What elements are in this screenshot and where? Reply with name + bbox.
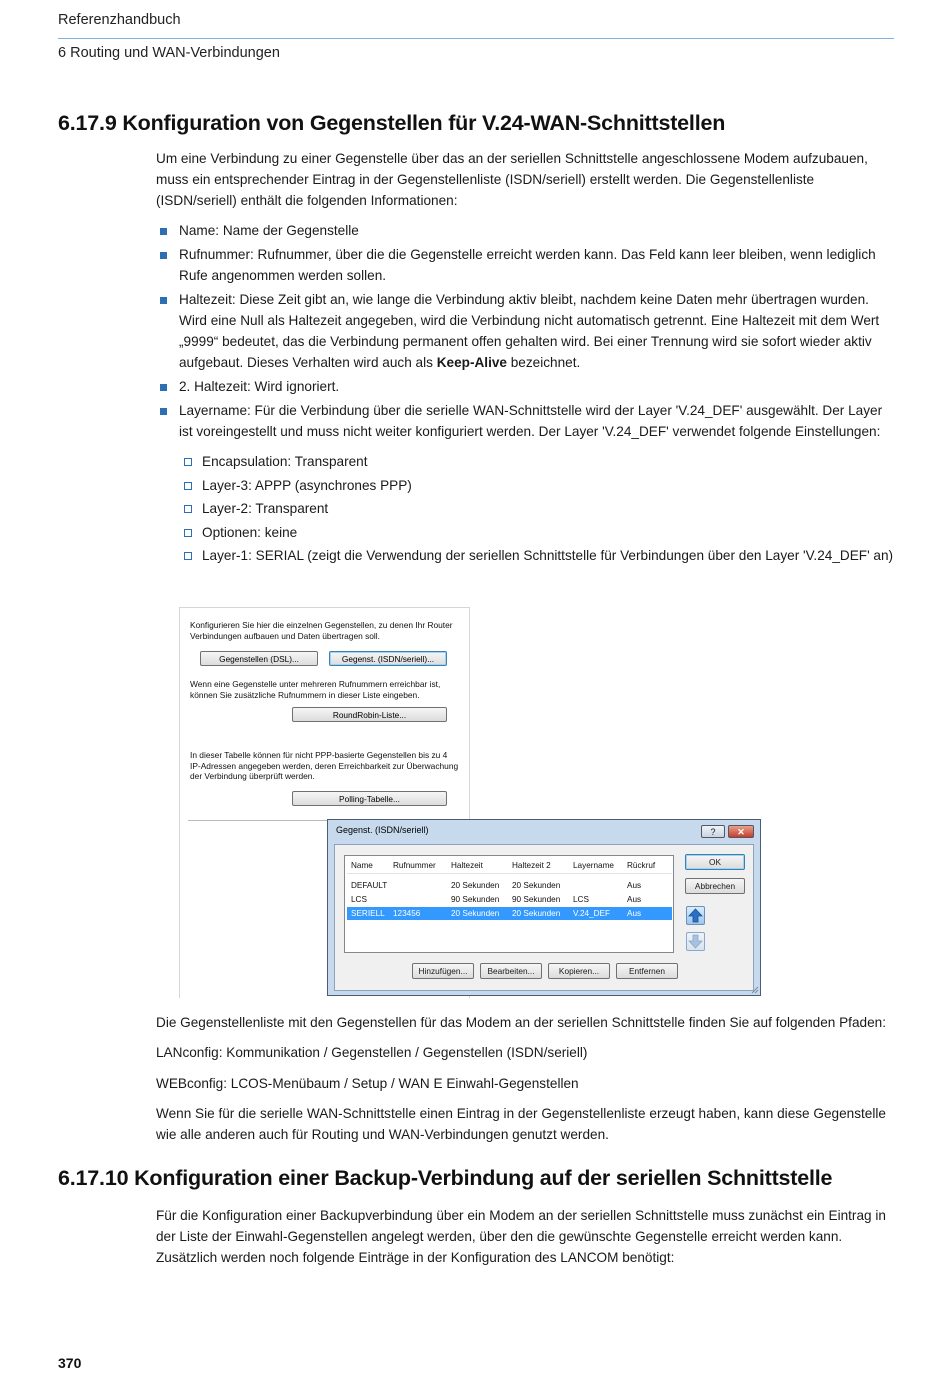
ok-button[interactable]: OK [685,854,745,870]
dialog-body [334,844,754,991]
paths-intro-paragraph: Die Gegenstellenliste mit den Gegenstellen für das Modem an der seriellen Schnittstelle finden Sie auf folgenden Pfaden: [156,1015,886,1030]
panel-description-1: Konfigurieren Sie hier die einzelnen Gegenstellen, zu denen Ihr Router Verbindungen aufbauen und Daten übertragen soll. [190,620,453,641]
add-button[interactable]: Hinzufügen... [412,963,474,979]
resize-grip-icon[interactable] [751,986,759,994]
chapter-title: 6 Routing und WAN-Verbindungen [58,45,280,61]
sub-list-item [183,498,895,519]
list-item [156,289,896,373]
hollow-square-bullet-icon [184,529,192,537]
list-item [156,400,896,442]
square-bullet-icon [160,297,167,304]
info-bullet-list [156,220,896,445]
panel-description-3: In dieser Tabelle können für nicht PPP-basierte Gegenstellen bis zu 4 IP-Adressen angegeben werden, deren Erreichbarkeit zur Überwachung der Verbindung überprüft werden. [190,750,459,782]
remove-button[interactable]: Entfernen [616,963,678,979]
cell-holdtime2: 20 Sekunden [512,881,561,890]
cell-name: LCS [351,895,367,904]
list-item-text: 2. Haltezeit: Wird ignoriert. [179,379,340,394]
square-bullet-icon [160,408,167,415]
hollow-square-bullet-icon [184,505,192,513]
hollow-square-bullet-icon [184,552,192,560]
cell-callback: Aus [627,895,642,904]
cell-layer: V.24_DEF [573,909,611,918]
remote-sites-table [344,855,674,953]
list-item-text-tail: bezeichnet. [506,355,581,370]
dialog-title: Gegenst. (ISDN/seriell) [336,825,429,835]
square-bullet-icon [160,384,167,391]
webconfig-path: WEBconfig: LCOS-Menübaum / Setup / WAN E Einwahl-Gegenstellen [156,1076,579,1091]
cancel-button[interactable]: Abbrechen [685,878,745,894]
sub-list-item [183,475,895,496]
remote-sites-isdn-button[interactable]: Gegenst. (ISDN/seriell)... [329,651,447,666]
column-header-layer[interactable]: Layername [573,861,614,870]
cell-holdtime2: 20 Sekunden [512,909,561,918]
square-bullet-icon [160,252,167,259]
table-header [347,858,672,874]
lanconfig-path: LANconfig: Kommunikation / Gegenstellen / Gegenstellen (ISDN/seriell) [156,1045,588,1060]
cell-holdtime: 90 Sekunden [451,895,500,904]
square-bullet-icon [160,228,167,235]
sub-list-item-text: Optionen: keine [202,524,298,540]
table-row[interactable] [347,893,672,906]
polling-table-button[interactable]: Polling-Tabelle... [292,791,447,806]
sub-list-item-text: Layer-1: SERIAL (zeigt die Verwendung der seriellen Schnittstelle für Verbindungen über den Layer 'V.24_DEF' an) [202,548,894,563]
table-row-selected[interactable] [347,907,672,920]
sub-list-item [183,451,895,472]
list-item-text: Layername: Für die Verbindung über die serielle WAN-Schnittstelle wird der Layer 'V.24_DEF' ausgewählt. Der Layer ist voreingestellt und muss nicht weiter konfiguriert werden. Der Layer 'V.24_DEF' verwendet folgende Einstellungen: [179,403,883,439]
cell-holdtime2: 90 Sekunden [512,895,561,904]
column-header-phone[interactable]: Rufnummer [393,861,436,870]
hollow-square-bullet-icon [184,458,192,466]
sub-list-item [183,545,895,566]
close-button[interactable]: ✕ [728,825,754,838]
cell-holdtime: 20 Sekunden [451,881,500,890]
sub-list-item-text: Layer-2: Transparent [202,501,329,516]
column-header-holdtime[interactable]: Haltezeit [451,861,483,870]
sub-list-item [183,522,895,543]
cell-layer: LCS [573,895,589,904]
list-item-text: Name: Name der Gegenstelle [179,223,359,238]
sub-list-item-text: Layer-3: APPP (asynchrones PPP) [202,477,412,493]
move-up-button[interactable] [686,906,705,925]
intro-paragraph: Um eine Verbindung zu einer Gegenstelle über das an der seriellen Schnittstelle angeschlossene Modem aufzubauen, muss ein entsprechender Eintrag in der Gegenstellenliste (ISDN/seriell) erstellt werden. Die Gegenstellenliste (ISDN/seriell) enthält die folgenden Informationen: [156,151,868,208]
roundrobin-list-button[interactable]: RoundRobin-Liste... [292,707,447,722]
remote-sites-dsl-button[interactable]: Gegenstellen (DSL)... [200,651,318,666]
cell-holdtime: 20 Sekunden [451,909,500,918]
help-button[interactable]: ? [701,825,725,838]
backup-paragraph: Für die Konfiguration einer Backupverbindung über ein Modem an der seriellen Schnittstelle muss zunächst ein Eintrag in der Liste der Einwahl-Gegenstellen angelegt werden, über den die gewünschte Gegenstelle erreicht werden kann. Zusätzlich werden noch folgende Einträge in der Konfiguration des LANCOM benötigt: [156,1208,886,1265]
cell-name: SERIELL [351,909,385,918]
section-heading: 6.17.9 Konfiguration von Gegenstellen für V.24-WAN-Schnittstellen [58,111,726,135]
section-heading: 6.17.10 Konfiguration einer Backup-Verbindung auf der seriellen Schnittstelle [58,1166,833,1190]
list-item [156,376,896,397]
cell-phone: 123456 [393,909,421,918]
cell-callback: Aus [627,909,642,918]
list-item [156,244,896,286]
arrow-down-icon [687,933,704,950]
list-item-text: Haltezeit: Diese Zeit gibt an, wie lange die Verbindung aktiv bleibt, nachdem keine Daten mehr übertragen wurden. Wird eine Null als Haltezeit angegeben, wird die Verbindung nicht automatisch getrennt. Eine Haltezeit mit dem Wert „9999“ bedeutet, das die Verbindung permanent offen gehalten wird. Bei einer Trennung wird sie sofort wieder aktiv aufgebaut. Dieses Verhalten wird auch als [179,292,880,370]
column-header-callback[interactable]: Rückruf [627,861,656,870]
document-title: Referenzhandbuch [58,12,181,28]
page-number: 370 [58,1355,82,1371]
keepalive-term: Keep-Alive [436,355,507,370]
table-row[interactable] [347,879,672,892]
copy-button[interactable]: Kopieren... [548,963,610,979]
remote-sites-dialog [327,819,761,996]
panel-divider [188,820,330,821]
arrow-up-icon [687,907,704,924]
panel-description-2: Wenn eine Gegenstelle unter mehreren Rufnummern erreichbar ist, können Sie zusätzliche Rufnummern in dieser Liste eingeben. [190,679,441,700]
usage-paragraph: Wenn Sie für die serielle WAN-Schnittstelle einen Eintrag in der Gegenstellenliste erzeugt haben, kann diese Gegenstelle wie alle anderen auch für Routing und WAN-Verbindungen genutzt werden. [156,1106,886,1142]
list-item-text: Rufnummer: Rufnummer, über die die Gegenstelle erreicht werden kann. Das Feld kann leer bleiben, wenn lediglich Rufe angenommen werden sollen. [179,247,876,283]
cell-callback: Aus [627,881,642,890]
sub-list-item-text: Encapsulation: Transparent [202,454,368,469]
column-header-holdtime2[interactable]: Haltezeit 2 [512,861,551,870]
move-down-button[interactable] [686,932,705,951]
edit-button[interactable]: Bearbeiten... [480,963,542,979]
cell-name: DEFAULT [351,881,388,890]
list-item [156,220,896,241]
column-header-name[interactable]: Name [351,861,373,870]
header-divider [58,38,894,39]
hollow-square-bullet-icon [184,482,192,490]
layer-settings-list [183,451,895,569]
